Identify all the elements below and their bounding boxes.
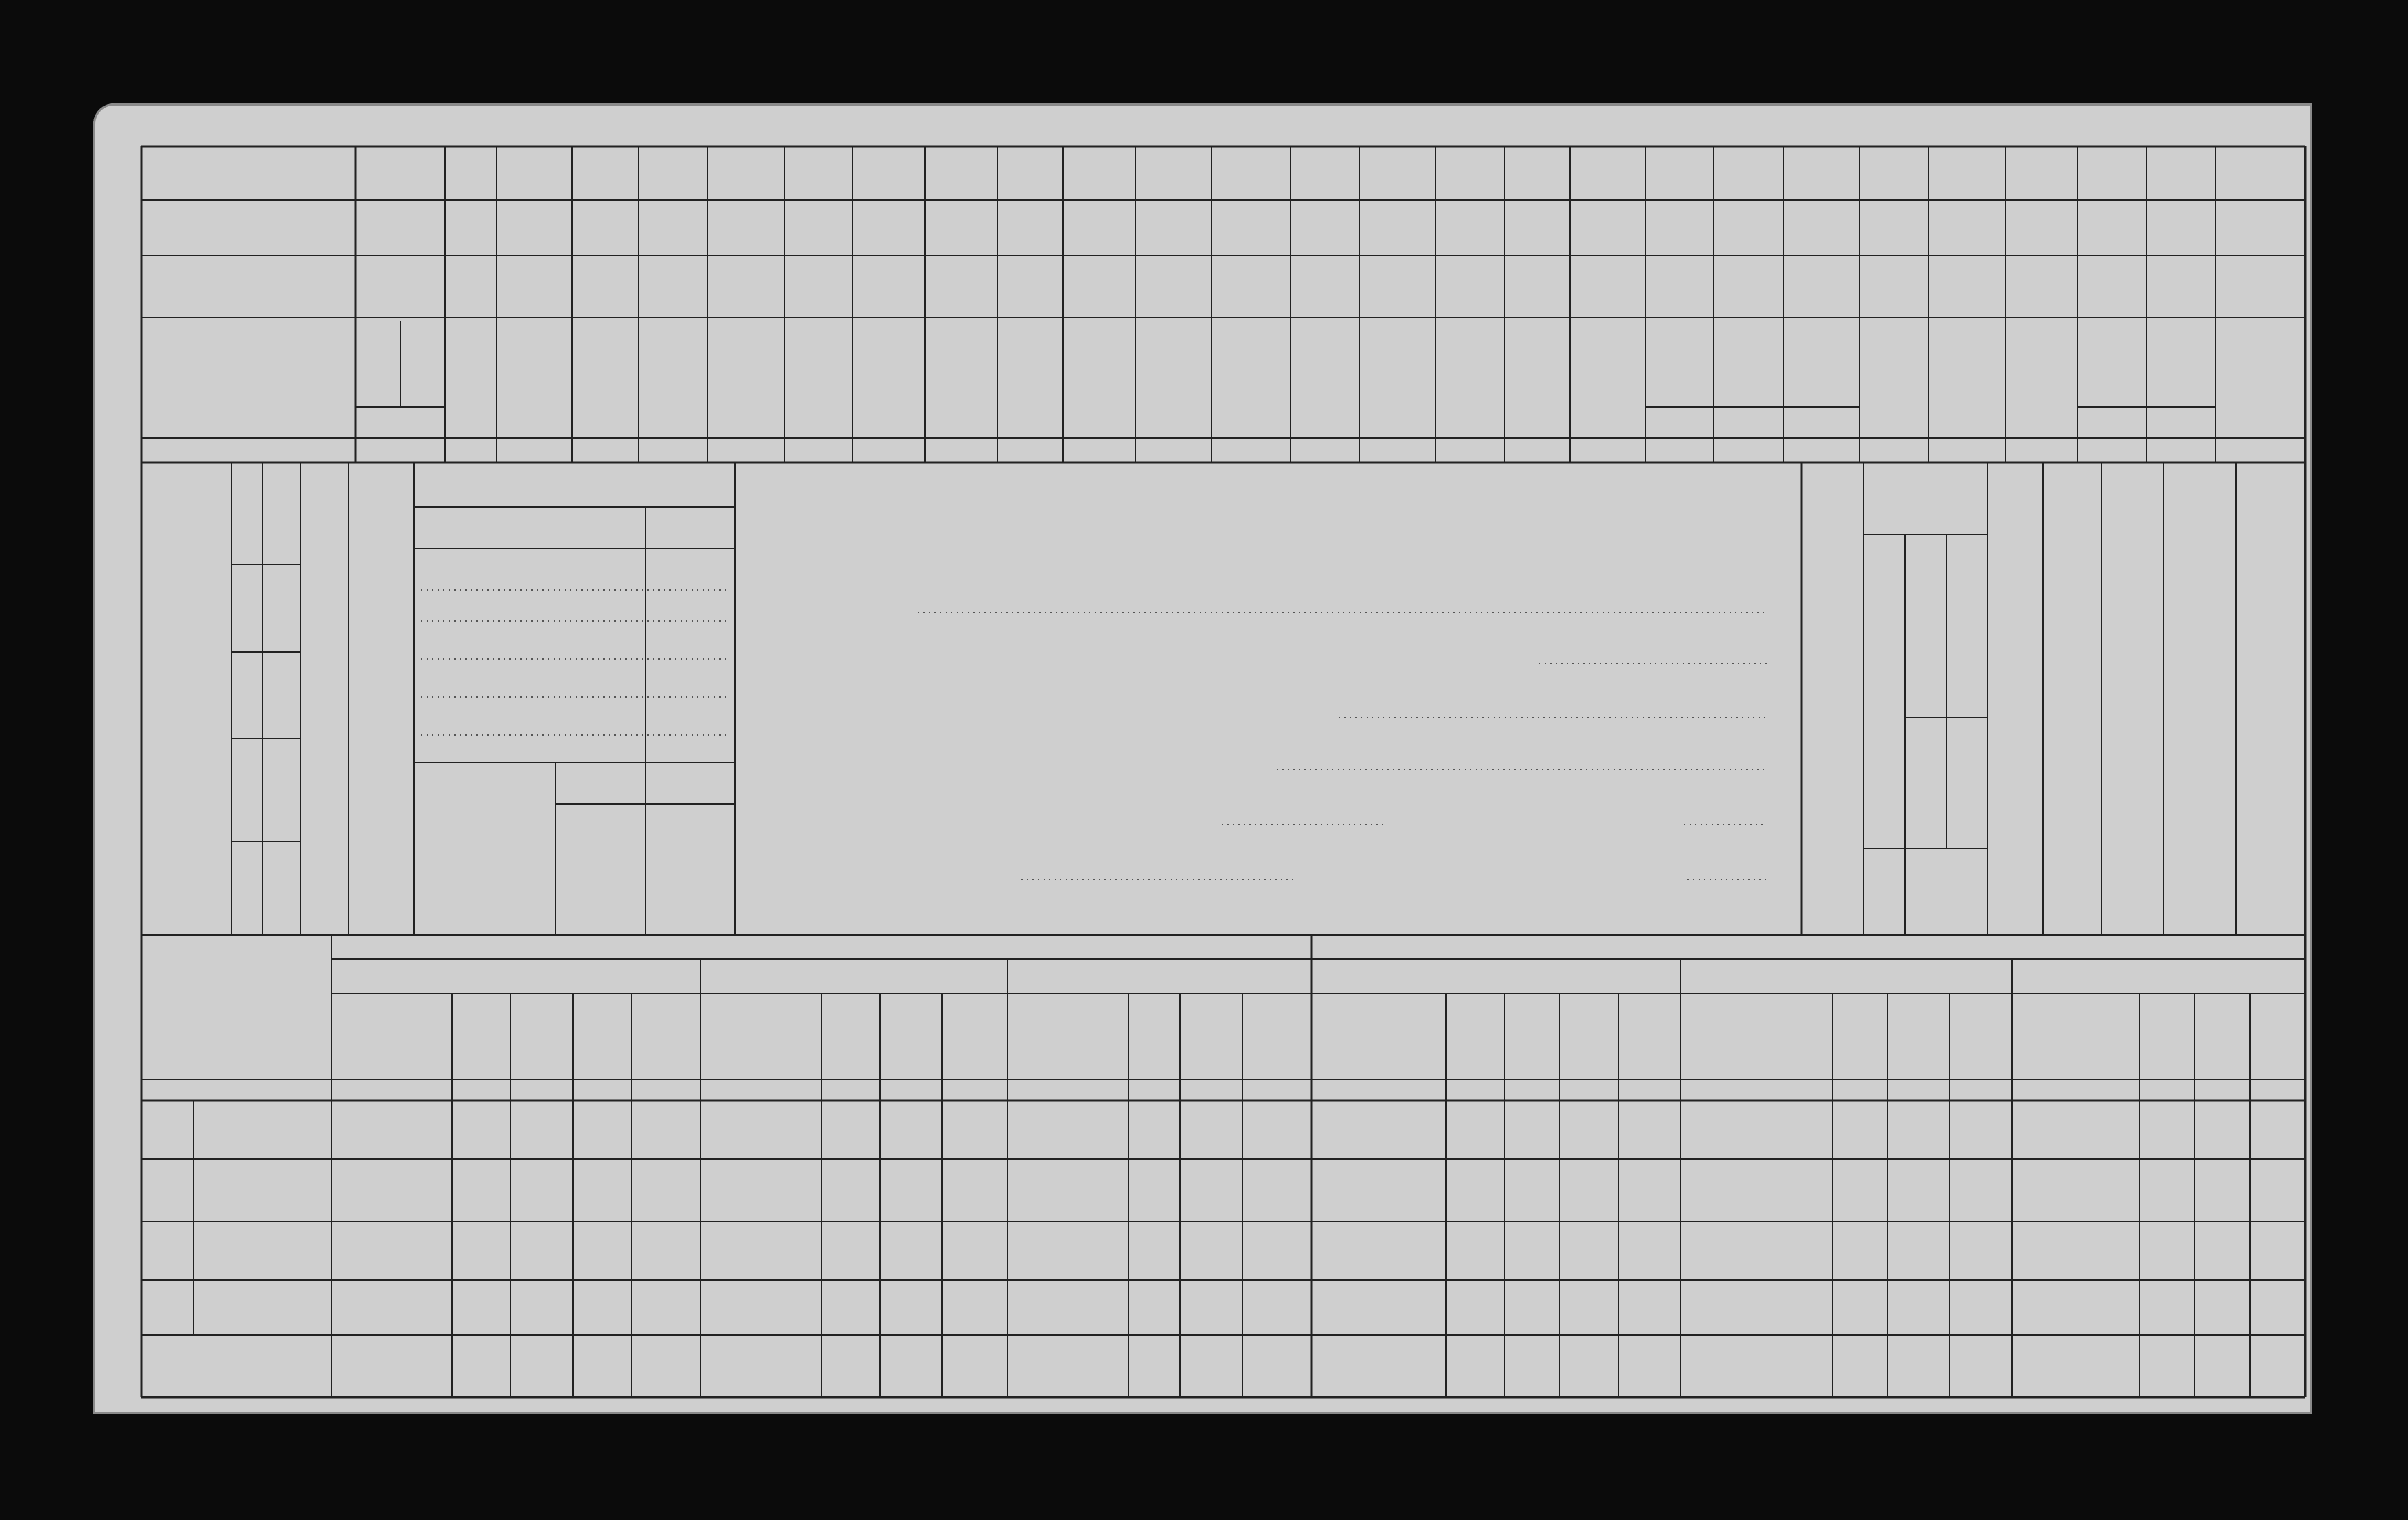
- census-card-sheet: [93, 103, 2312, 1414]
- table-grid-lines: [93, 103, 2312, 1414]
